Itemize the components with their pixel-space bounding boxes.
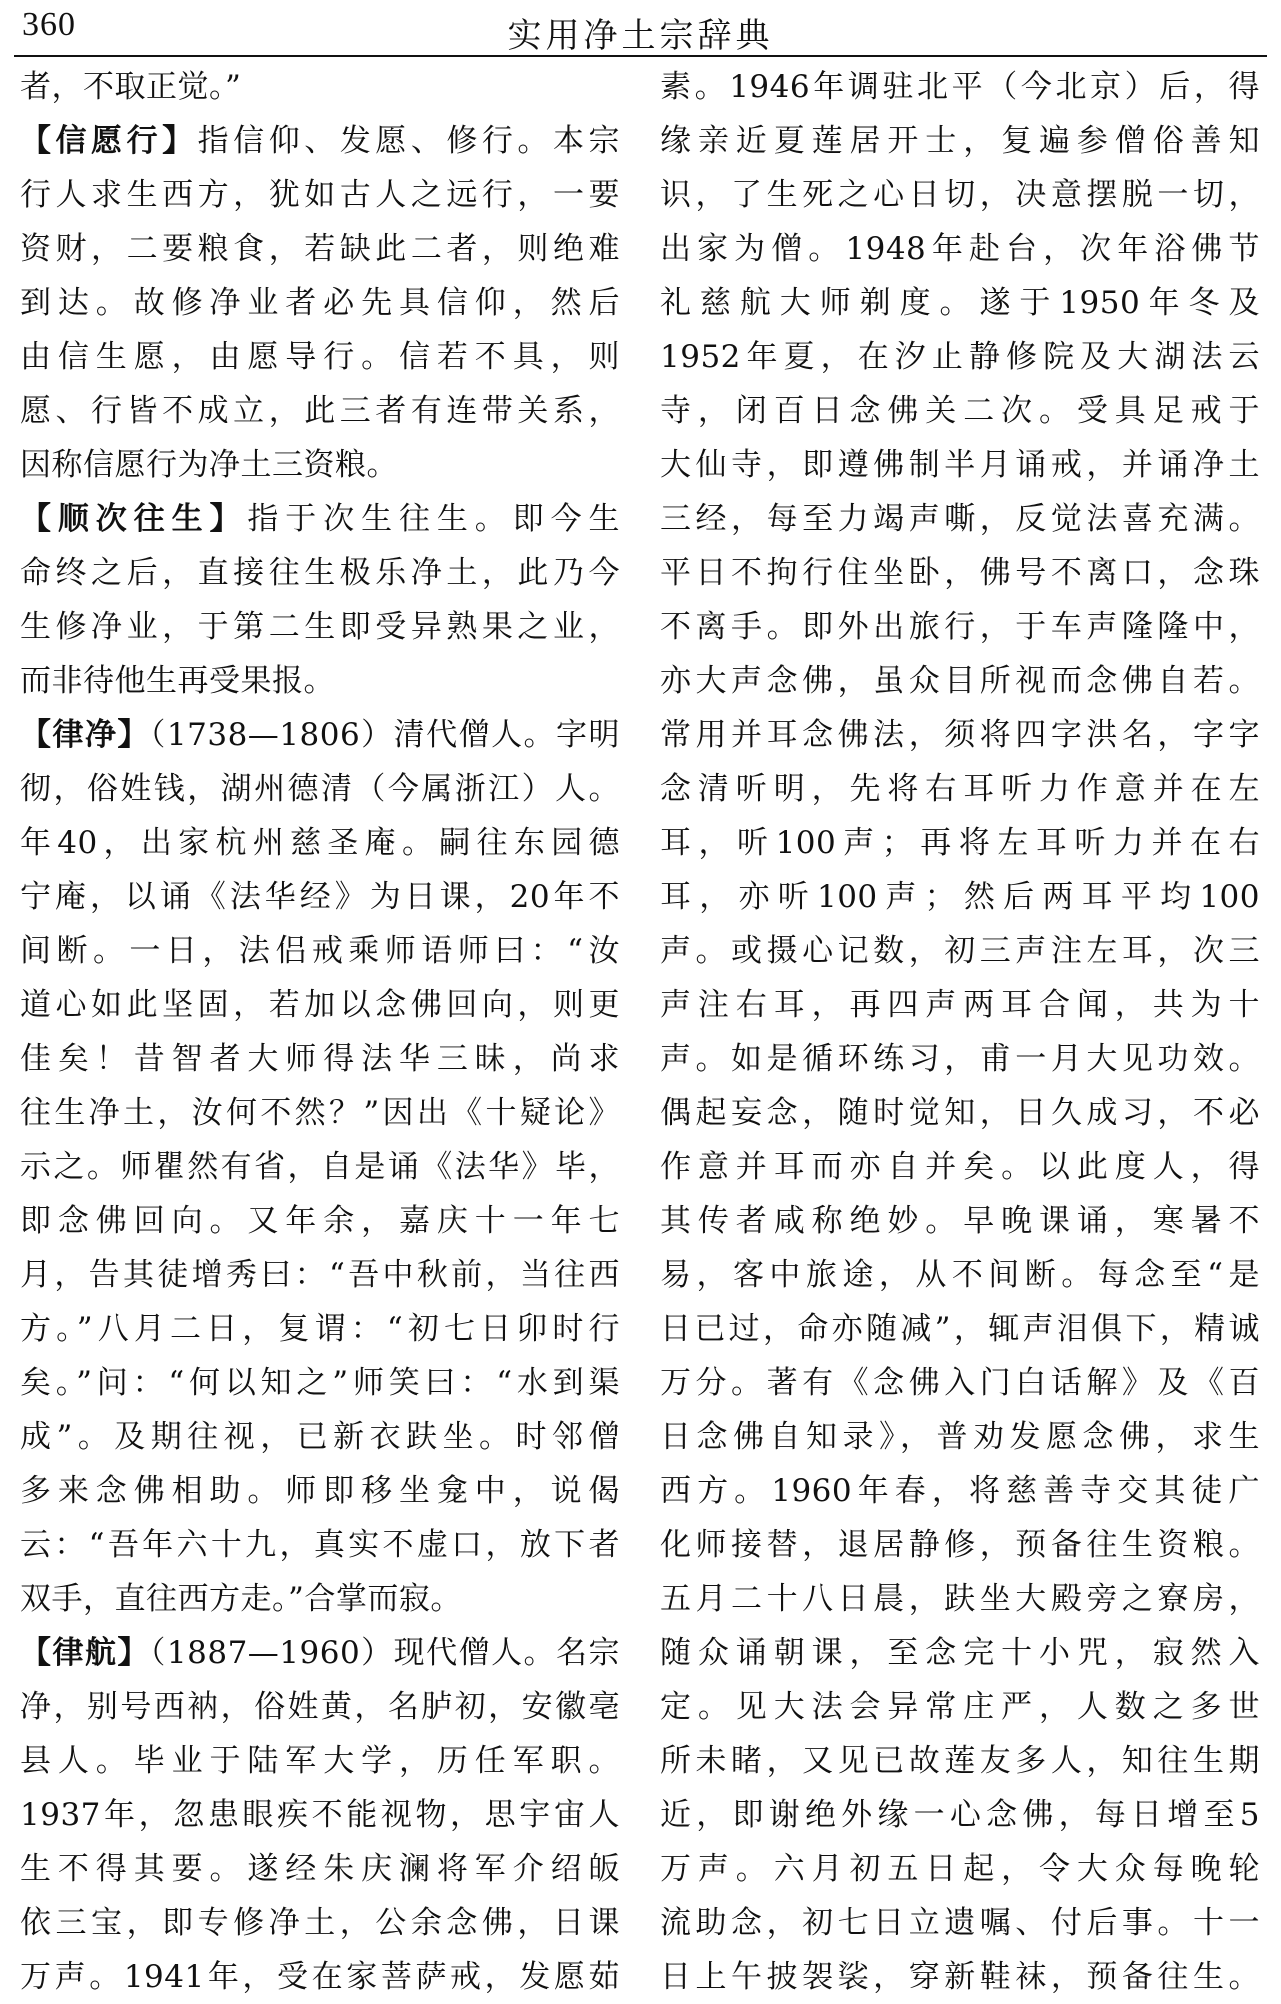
text-line <box>660 1248 1260 1302</box>
line-text: 行人求生西方，犹如古人之远行，一要 <box>20 177 620 213</box>
text-line <box>660 1302 1260 1356</box>
line-text: 指信仰、发愿、修行。本宗 <box>197 123 620 159</box>
line-text: 往生净土，汝何不然？”因出《十疑论》 <box>20 1095 620 1131</box>
line-text: 耳，亦听100声；然后两耳平均100 <box>660 879 1260 915</box>
text-line <box>20 1086 620 1140</box>
line-text: 彻，俗姓钱，湖州德清（今属浙江）人。 <box>20 771 620 807</box>
text-line <box>20 1842 620 1896</box>
line-text: 缘亲近夏莲居开士，复遍参僧俗善知 <box>660 123 1260 159</box>
line-text: 方。”八月二日，复谓：“初七日卯时行 <box>20 1311 620 1347</box>
text-line <box>660 114 1260 168</box>
text-line <box>20 1464 620 1518</box>
text-line <box>660 1464 1260 1518</box>
line-text: 日已过，命亦随减”，辄声泪俱下，精诚 <box>660 1311 1260 1347</box>
line-text: 耳，听100声；再将左耳听力并在右 <box>660 825 1260 861</box>
text-line <box>20 1734 620 1788</box>
line-text: 指于次生往生。即今生 <box>247 501 621 537</box>
text-line <box>20 870 620 924</box>
line-text: 流助念，初七日立遗嘱、付后事。十一 <box>660 1905 1260 1941</box>
text-line <box>20 330 620 384</box>
running-title: 实用净土宗辞典 <box>507 16 774 56</box>
text-line <box>20 978 620 1032</box>
line-text: （1887—1960）现代僧人。名宗 <box>149 1635 621 1671</box>
line-text: 作意并耳而亦自并矣。以此度人，得 <box>660 1149 1260 1185</box>
text-line <box>20 492 620 546</box>
line-text: 万声。六月初五日起，令大众每晚轮 <box>660 1851 1260 1887</box>
text-line <box>660 1140 1260 1194</box>
line-text: 礼慈航大师剃度。遂于1950年冬及 <box>660 285 1260 321</box>
text-line <box>20 924 620 978</box>
text-line <box>660 924 1260 978</box>
header-rule <box>14 55 1267 57</box>
text-line <box>20 114 620 168</box>
text-line <box>20 816 620 870</box>
line-text: 定。见大法会异常庄严，人数之多世 <box>660 1689 1260 1725</box>
text-line <box>660 438 1260 492</box>
left-column <box>20 60 620 2004</box>
line-text: 化师接替，退居静修，预备往生资粮。 <box>660 1527 1260 1563</box>
text-line <box>660 1842 1260 1896</box>
text-line <box>20 168 620 222</box>
line-text: 其传者咸称绝妙。早晚课诵，寒暑不 <box>660 1203 1260 1239</box>
line-text: 生修净业，于第二生即受异熟果之业， <box>20 609 620 645</box>
text-line <box>20 1788 620 1842</box>
line-text: 日上午披袈裟，穿新鞋袜，预备往生。 <box>660 1959 1260 1995</box>
text-line <box>660 1194 1260 1248</box>
line-text: 声。或摄心记数，初三声注左耳，次三 <box>660 933 1260 969</box>
line-text: 亦大声念佛，虽众目所视而念佛自若。 <box>660 663 1260 699</box>
line-text: 矣。”问：“何以知之”师笑曰：“水到渠 <box>20 1365 620 1401</box>
text-line <box>20 60 620 114</box>
text-line <box>660 762 1260 816</box>
text-line <box>20 276 620 330</box>
text-line <box>660 1032 1260 1086</box>
line-text: 因称信愿行为净土三资粮。 <box>20 447 398 483</box>
line-text: 不离手。即外出旅行，于车声隆隆中， <box>660 609 1260 645</box>
text-line <box>20 546 620 600</box>
line-text: 声。如是循环练习，甫一月大见功效。 <box>660 1041 1260 1077</box>
line-text: 西方。1960年春，将慈善寺交其徒广 <box>660 1473 1260 1509</box>
line-text: 双手，直往西方走。”合掌而寂。 <box>20 1581 462 1617</box>
page-number: 360 <box>22 6 76 43</box>
text-line <box>660 276 1260 330</box>
line-text: 县人。毕业于陆军大学，历任军职。 <box>20 1743 620 1779</box>
line-text: 大仙寺，即遵佛制半月诵戒，并诵净土 <box>660 447 1260 483</box>
line-text: 三经，每至力竭声嘶，反觉法喜充满。 <box>660 501 1260 537</box>
text-line <box>660 654 1260 708</box>
text-line <box>20 1950 620 2004</box>
line-text: 所未睹，又见已故莲友多人，知往生期 <box>660 1743 1260 1779</box>
text-line <box>20 762 620 816</box>
text-line <box>660 492 1260 546</box>
text-line <box>20 1680 620 1734</box>
text-line <box>660 222 1260 276</box>
line-text: 易，客中旅途，从不间断。每念至“是 <box>660 1257 1260 1293</box>
text-line <box>20 1572 620 1626</box>
text-line <box>660 384 1260 438</box>
line-text: 愿、行皆不成立，此三者有连带关系， <box>20 393 620 429</box>
line-text: 佳矣！昔智者大师得法华三昧，尚求 <box>20 1041 620 1077</box>
text-line <box>660 870 1260 924</box>
text-line <box>20 1410 620 1464</box>
line-text: 多来念佛相助。师即移坐龛中，说偈 <box>20 1473 620 1509</box>
entry-term: 【顺次往生】 <box>20 501 248 537</box>
text-line <box>20 384 620 438</box>
text-line <box>20 1356 620 1410</box>
line-text: 净，别号西衲，俗姓黄，名胪初，安徽亳 <box>20 1689 620 1725</box>
line-text: 万声。1941年，受在家菩萨戒，发愿茹 <box>20 1959 620 1995</box>
text-line <box>20 654 620 708</box>
text-line <box>660 1680 1260 1734</box>
line-text: 五月二十八日晨，趺坐大殿旁之寮房， <box>660 1581 1260 1617</box>
entry-term: 【律航】 <box>20 1635 150 1671</box>
line-text: 万分。著有《念佛入门白话解》及《百 <box>660 1365 1260 1401</box>
text-line <box>660 1734 1260 1788</box>
text-line <box>660 1356 1260 1410</box>
line-text: 偶起妄念，随时觉知，日久成习，不必 <box>660 1095 1260 1131</box>
right-column <box>660 60 1260 2004</box>
text-line <box>20 1194 620 1248</box>
text-line <box>20 438 620 492</box>
line-text: 日念佛自知录》，普劝发愿念佛，求生 <box>660 1419 1260 1455</box>
line-text: 平日不拘行住坐卧，佛号不离口，念珠 <box>660 555 1260 591</box>
line-text: 资财，二要粮食，若缺此二者，则绝难 <box>20 231 620 267</box>
line-text: 常用并耳念佛法，须将四字洪名，字字 <box>660 717 1260 753</box>
line-text: 宁庵，以诵《法华经》为日课，20年不 <box>20 879 620 915</box>
line-text: 生不得其要。遂经朱庆澜将军介绍皈 <box>20 1851 620 1887</box>
line-text: 随众诵朝课，至念完十小咒，寂然入 <box>660 1635 1260 1671</box>
entry-term: 【信愿行】 <box>20 123 198 159</box>
text-line <box>660 1410 1260 1464</box>
line-text: 依三宝，即专修净土，公余念佛，日课 <box>20 1905 620 1941</box>
entry-term: 【律净】 <box>20 717 150 753</box>
line-text: 1952年夏，在汐止静修院及大湖法云 <box>660 339 1260 375</box>
line-text: 1937年，忽患眼疾不能视物，思宇宙人 <box>20 1797 620 1833</box>
line-text: 命终之后，直接往生极乐净土，此乃今 <box>20 555 620 591</box>
line-text: 素。1946年调驻北平（今北京）后，得 <box>660 69 1260 105</box>
text-line <box>20 1140 620 1194</box>
line-text: 年40，出家杭州慈圣庵。嗣往东园德 <box>20 825 620 861</box>
line-text: 出家为僧。1948年赴台，次年浴佛节 <box>660 231 1260 267</box>
line-text: 近，即谢绝外缘一心念佛，每日增至5 <box>660 1797 1260 1833</box>
line-text: 由信生愿，由愿导行。信若不具，则 <box>20 339 620 375</box>
text-line <box>20 1626 620 1680</box>
line-text: 到达。故修净业者必先具信仰，然后 <box>20 285 620 321</box>
line-text: 云：“吾年六十九，真实不虚口，放下者 <box>20 1527 620 1563</box>
text-line <box>20 1302 620 1356</box>
line-text: 示之。师瞿然有省，自是诵《法华》毕， <box>20 1149 620 1185</box>
line-text: 道心如此坚固，若加以念佛回向，则更 <box>20 987 620 1023</box>
line-text: 成”。及期往视，已新衣趺坐。时邻僧 <box>20 1419 620 1455</box>
text-line <box>20 1518 620 1572</box>
text-line <box>660 1950 1260 2004</box>
line-text: 即念佛回向。又年余，嘉庆十一年七 <box>20 1203 620 1239</box>
line-text: 月，告其徒增秀曰：“吾中秋前，当往西 <box>20 1257 620 1293</box>
text-line <box>660 1518 1260 1572</box>
line-text: 寺，闭百日念佛关二次。受具足戒于 <box>660 393 1260 429</box>
text-line <box>660 600 1260 654</box>
line-text: 者，不取正觉。” <box>20 69 242 105</box>
text-line <box>660 1086 1260 1140</box>
line-text: 声注右耳，再四声两耳合闻，共为十 <box>660 987 1260 1023</box>
line-text: 识，了生死之心日切，决意摆脱一切， <box>660 177 1260 213</box>
text-line <box>660 978 1260 1032</box>
line-text: （1738—1806）清代僧人。字明 <box>149 717 621 753</box>
line-text: 而非待他生再受果报。 <box>20 663 335 699</box>
text-line <box>660 60 1260 114</box>
line-text: 念清听明，先将右耳听力作意并在左 <box>660 771 1260 807</box>
text-line <box>660 168 1260 222</box>
text-line <box>20 1032 620 1086</box>
text-line <box>660 816 1260 870</box>
text-line <box>660 1572 1260 1626</box>
text-line <box>20 600 620 654</box>
text-line <box>20 1248 620 1302</box>
text-line <box>660 708 1260 762</box>
text-line <box>660 1626 1260 1680</box>
text-line <box>660 330 1260 384</box>
text-line <box>20 222 620 276</box>
line-text: 间断。一日，法侣戒乘师语师曰：“汝 <box>20 933 620 969</box>
text-line <box>660 1788 1260 1842</box>
text-line <box>660 546 1260 600</box>
text-line <box>20 708 620 762</box>
